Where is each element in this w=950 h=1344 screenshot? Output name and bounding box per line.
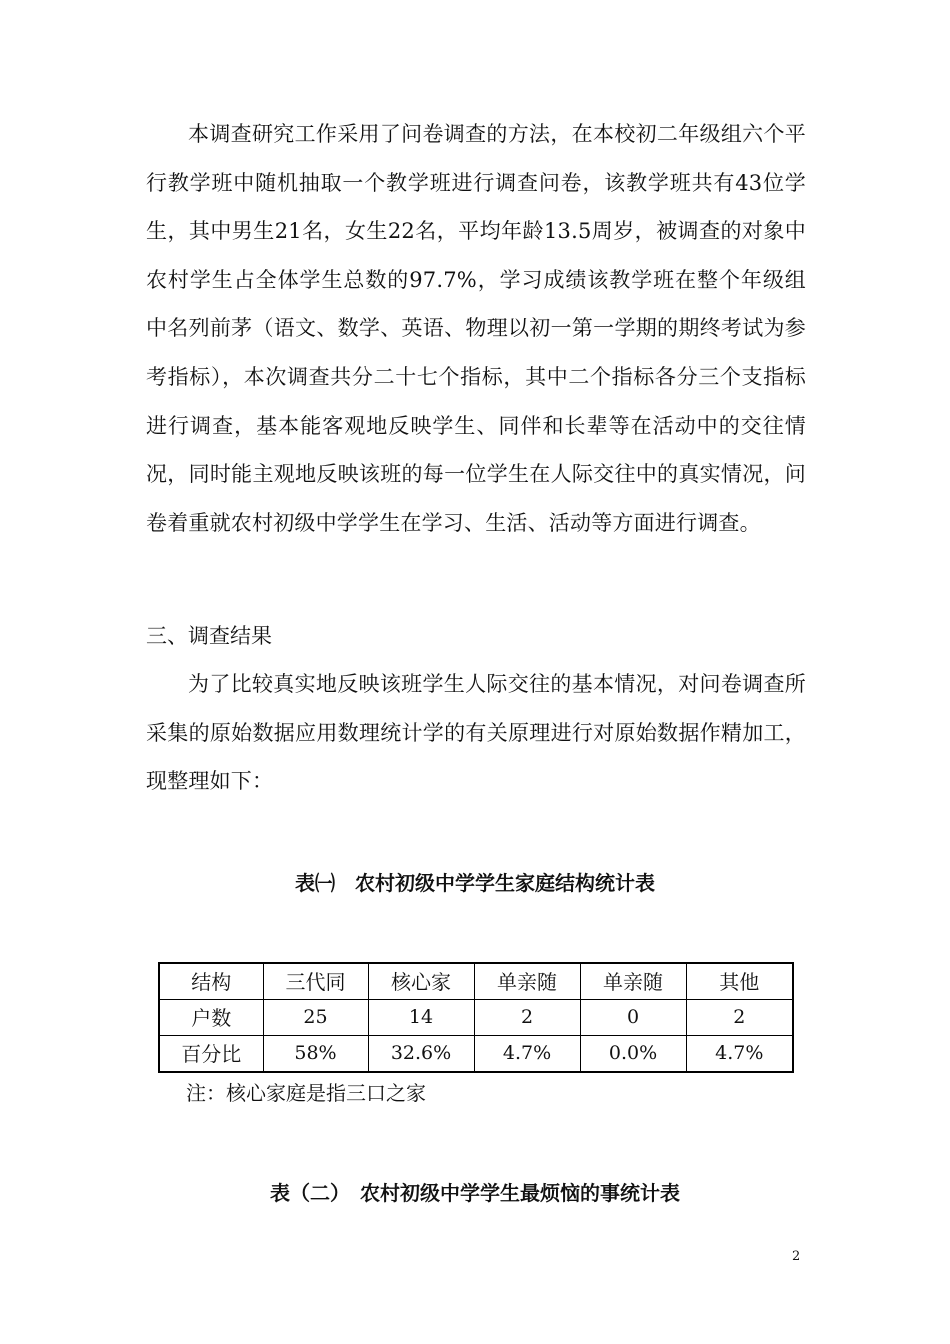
table-row xyxy=(159,1000,793,1036)
table-header-cell: 结构 xyxy=(159,963,263,1000)
table-cell: 4.7% xyxy=(686,1036,793,1073)
table1-caption: 表㈠ 农村初级中学学生家庭结构统计表 xyxy=(295,871,655,895)
table-cell: 0.0% xyxy=(580,1036,686,1073)
page-number: 2 xyxy=(792,1249,801,1264)
table-cell: 14 xyxy=(368,1000,474,1036)
paragraph-results-intro: 为了比较真实地反映该班学生人际交往的基本情况，对问卷调查所采集的原始数据应用数理统计学的有关原理进行对原始数据作精加工，现整理如下： xyxy=(146,672,806,794)
table-row-label: 户数 xyxy=(159,1000,263,1036)
table-header-cell: 单亲随 xyxy=(580,963,686,1000)
table-cell: 2 xyxy=(686,1000,793,1036)
table-header-cell: 核心家 xyxy=(368,963,474,1000)
table-header-cell: 其他 xyxy=(686,963,793,1000)
table1-note: 注：核心家庭是指三口之家 xyxy=(186,1081,426,1105)
table-cell: 25 xyxy=(263,1000,368,1036)
table-header-cell: 单亲随 xyxy=(474,963,580,1000)
section-heading-results: 三、调查结果 xyxy=(146,624,272,648)
table-cell: 32.6% xyxy=(368,1036,474,1073)
table-cell: 58% xyxy=(263,1036,368,1073)
table-row xyxy=(159,1036,793,1073)
table-cell: 2 xyxy=(474,1000,580,1036)
table-cell: 4.7% xyxy=(474,1036,580,1073)
table-header-cell: 三代同 xyxy=(263,963,368,1000)
table-row-label: 百分比 xyxy=(159,1036,263,1073)
paragraph-methodology: 本调查研究工作采用了问卷调查的方法，在本校初二年级组六个平行教学班中随机抽取一个教学班进行调查问卷，该教学班共有43位学生，其中男生21名，女生22名，平均年龄13.5周岁，被调查的对象中农村学生占全体学生总数的97.7%，学习成绩该教学班在整个年级组中名列前茅（语文、数学、英语、物理以初一第一学期的期终考试为参考指标），本次调查共分二十七个指标，其中二个指标各分三个支指标进行调查，基本能客观地反映学生、同伴和长辈等在活动中的交往情况，同时能主观地反映该班的每一位学生在人际交往中的真实情况，问卷着重就农村初级中学学生在学习、生活、活动等方面进行调查。 xyxy=(146,122,806,535)
table2-caption: 表（二） 农村初级中学学生最烦恼的事统计表 xyxy=(270,1181,680,1205)
table-cell: 0 xyxy=(580,1000,686,1036)
family-structure-table xyxy=(158,962,794,1073)
table-header-row xyxy=(159,963,793,1000)
